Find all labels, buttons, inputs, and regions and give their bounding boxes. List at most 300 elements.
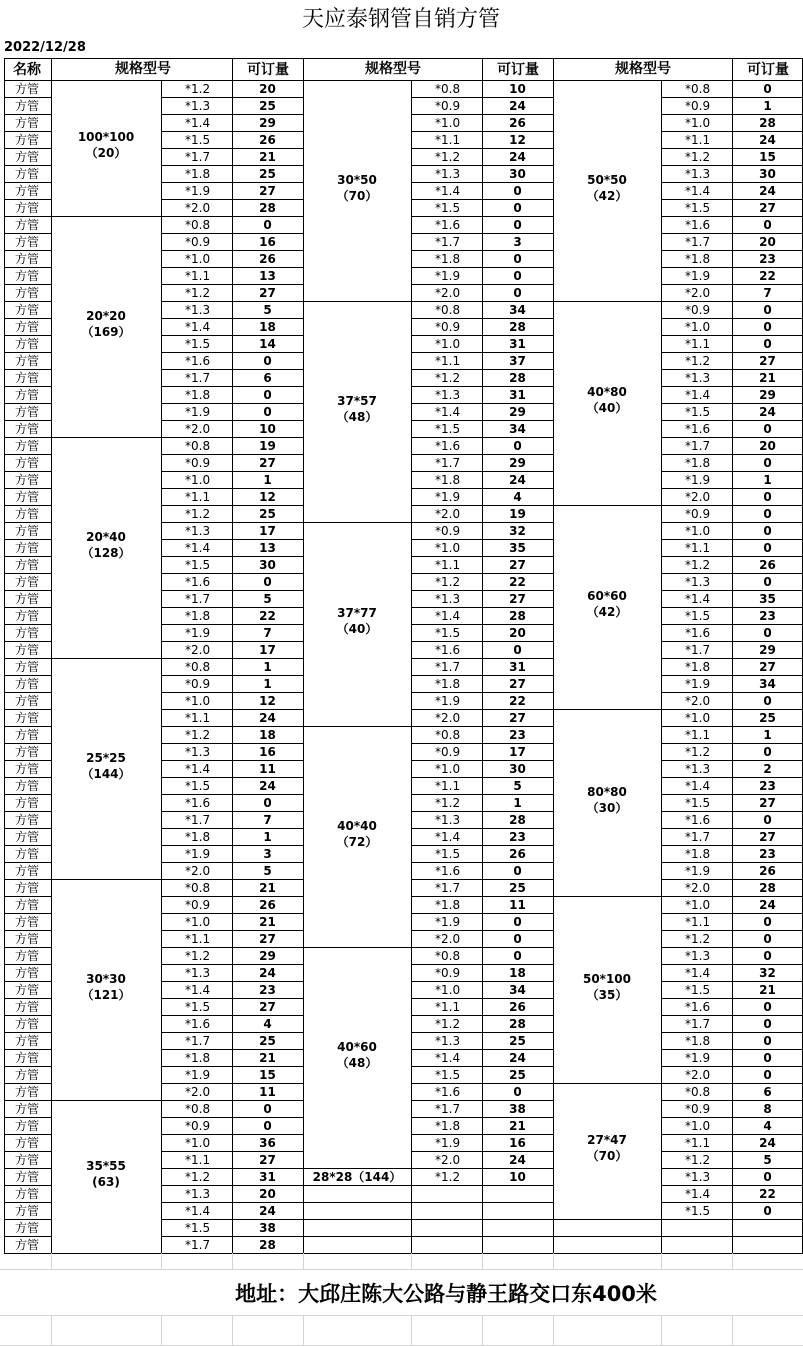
- grid-line: [161, 607, 303, 608]
- grid-line: [661, 301, 803, 302]
- grid-line: [411, 913, 553, 914]
- grid-line: [411, 794, 553, 795]
- quantity-cell: 23: [759, 847, 776, 861]
- thickness-cell: *1.7: [185, 592, 211, 606]
- quantity-cell: 13: [259, 541, 276, 555]
- thickness-cell: *1.8: [685, 456, 711, 470]
- quantity-cell: 20: [759, 235, 776, 249]
- quantity-cell: 29: [509, 456, 526, 470]
- grid-line: [661, 1015, 803, 1016]
- row-name-label: 方管: [14, 1051, 40, 1065]
- row-name-label: 方管: [14, 1034, 40, 1048]
- quantity-cell: 0: [263, 796, 272, 810]
- thickness-cell: *1.3: [435, 1034, 461, 1048]
- grid-line: [411, 386, 553, 387]
- grid-line: [4, 1219, 51, 1220]
- quantity-cell: 0: [763, 745, 772, 759]
- thickness-cell: *1.4: [685, 779, 711, 793]
- faint-grid-line: [482, 1316, 483, 1346]
- thickness-cell: *0.9: [685, 1102, 711, 1116]
- grid-line: [4, 862, 51, 863]
- thickness-cell: *1.4: [435, 609, 461, 623]
- quantity-cell: 30: [509, 762, 526, 776]
- grid-line: [661, 216, 803, 217]
- row-name-label: 方管: [14, 1119, 40, 1133]
- thickness-cell: *1.9: [435, 269, 461, 283]
- grid-line: [411, 148, 553, 149]
- quantity-cell: 22: [759, 1187, 776, 1201]
- thickness-cell: *1.5: [435, 626, 461, 640]
- quantity-cell: 29: [259, 949, 276, 963]
- thickness-cell: *2.0: [685, 694, 711, 708]
- grid-line: [161, 624, 303, 625]
- grid-line: [553, 301, 661, 302]
- quantity-cell: 32: [509, 524, 526, 538]
- thickness-cell: *1.1: [435, 779, 461, 793]
- grid-line: [4, 539, 51, 540]
- grid-line: [661, 80, 662, 1253]
- thickness-cell: *1.5: [185, 558, 211, 572]
- grid-line: [4, 250, 51, 251]
- spec-group-total: （48）: [336, 1055, 378, 1070]
- quantity-cell: 21: [759, 371, 776, 385]
- grid-line: [411, 199, 553, 200]
- grid-line: [553, 58, 554, 80]
- grid-line: [661, 896, 803, 897]
- grid-line: [661, 471, 803, 472]
- grid-line: [161, 148, 303, 149]
- grid-line: [161, 114, 303, 115]
- row-name-label: 方管: [14, 524, 40, 538]
- quantity-cell: 13: [259, 269, 276, 283]
- thickness-cell: *1.7: [685, 235, 711, 249]
- quantity-cell: 25: [259, 167, 276, 181]
- row-name-label: 方管: [14, 1085, 40, 1099]
- spec-group-label: 37*57: [337, 393, 377, 408]
- quantity-cell: 0: [763, 524, 772, 538]
- row-name-label: 方管: [14, 1153, 40, 1167]
- grid-line: [303, 1236, 553, 1237]
- thickness-cell: *1.1: [685, 915, 711, 929]
- thickness-cell: *2.0: [435, 711, 461, 725]
- grid-line: [661, 233, 803, 234]
- thickness-cell: *1.2: [685, 354, 711, 368]
- quantity-cell: 26: [509, 1000, 526, 1014]
- row-name-label: 方管: [14, 541, 40, 555]
- quantity-cell: 27: [759, 354, 776, 368]
- header-top-border: [4, 58, 803, 59]
- thickness-cell: *1.0: [185, 915, 211, 929]
- quantity-cell: 26: [509, 116, 526, 130]
- thickness-cell: *1.4: [435, 830, 461, 844]
- grid-line: [411, 828, 553, 829]
- row-name-label: 方管: [14, 235, 40, 249]
- spec-group-total: (63): [92, 1174, 120, 1189]
- quantity-cell: 0: [763, 1204, 772, 1218]
- quantity-cell: 6: [763, 1085, 772, 1099]
- grid-line: [4, 318, 51, 319]
- grid-line: [411, 301, 553, 302]
- thickness-cell: *1.9: [685, 864, 711, 878]
- row-name-label: 方管: [14, 711, 40, 725]
- quantity-cell: 26: [259, 252, 276, 266]
- quantity-cell: 17: [259, 524, 276, 538]
- grid-line: [4, 1032, 51, 1033]
- grid-line: [161, 420, 303, 421]
- row-name-label: 方管: [14, 1136, 40, 1150]
- quantity-cell: 18: [509, 966, 526, 980]
- quantity-cell: 23: [509, 728, 526, 742]
- grid-line: [661, 522, 803, 523]
- grid-line: [161, 794, 303, 795]
- thickness-cell: *1.3: [435, 388, 461, 402]
- quantity-cell: 22: [759, 269, 776, 283]
- thickness-cell: *1.5: [685, 405, 711, 419]
- quantity-cell: 8: [763, 1102, 772, 1116]
- thickness-cell: *2.0: [685, 1068, 711, 1082]
- quantity-cell: 0: [763, 1034, 772, 1048]
- thickness-cell: *1.2: [185, 1170, 211, 1184]
- grid-line: [161, 998, 303, 999]
- thickness-cell: *1.5: [435, 1068, 461, 1082]
- grid-line: [661, 1151, 803, 1152]
- thickness-cell: *1.1: [185, 932, 211, 946]
- grid-line: [661, 811, 803, 812]
- row-name-label: 方管: [14, 1102, 40, 1116]
- grid-line: [411, 420, 553, 421]
- quantity-cell: 27: [759, 660, 776, 674]
- grid-line: [411, 692, 553, 693]
- quantity-cell: 21: [759, 983, 776, 997]
- thickness-cell: *1.0: [685, 898, 711, 912]
- quantity-cell: 11: [509, 898, 526, 912]
- quantity-cell: 27: [259, 456, 276, 470]
- quantity-cell: 27: [259, 932, 276, 946]
- quantity-cell: 0: [263, 1102, 272, 1116]
- thickness-cell: *1.7: [185, 150, 211, 164]
- quantity-cell: 21: [259, 915, 276, 929]
- spec-group-label: 50*100: [582, 971, 632, 986]
- thickness-cell: *2.0: [435, 932, 461, 946]
- grid-line: [161, 556, 303, 557]
- grid-line: [161, 743, 303, 744]
- grid-line: [4, 1015, 51, 1016]
- grid-line: [661, 1117, 803, 1118]
- thickness-cell: *1.5: [435, 847, 461, 861]
- quantity-cell: 0: [513, 439, 522, 453]
- quantity-cell: 20: [259, 82, 276, 96]
- grid-line: [661, 488, 803, 489]
- quantity-cell: 20: [759, 439, 776, 453]
- quantity-cell: 34: [509, 303, 526, 317]
- thickness-cell: *1.8: [685, 252, 711, 266]
- quantity-cell: 27: [759, 830, 776, 844]
- grid-line: [661, 539, 803, 540]
- grid-line: [4, 165, 51, 166]
- quantity-cell: 24: [759, 133, 776, 147]
- thickness-cell: *1.2: [685, 150, 711, 164]
- quantity-cell: 0: [763, 575, 772, 589]
- thickness-cell: *1.3: [185, 745, 211, 759]
- thickness-cell: *1.8: [435, 252, 461, 266]
- spec-group-label: 50*50: [587, 172, 627, 187]
- thickness-cell: *1.9: [185, 184, 211, 198]
- grid-line: [161, 726, 303, 727]
- thickness-cell: *1.3: [435, 167, 461, 181]
- thickness-cell: *1.2: [685, 745, 711, 759]
- row-name-label: 方管: [14, 694, 40, 708]
- quantity-cell: 26: [509, 847, 526, 861]
- grid-line: [303, 726, 411, 727]
- thickness-cell: *1.4: [185, 116, 211, 130]
- quantity-cell: 24: [509, 1153, 526, 1167]
- quantity-cell: 24: [259, 779, 276, 793]
- quantity-cell: 24: [259, 711, 276, 725]
- thickness-cell: *0.8: [435, 728, 461, 742]
- quantity-cell: 0: [763, 932, 772, 946]
- grid-line: [4, 420, 51, 421]
- row-name-label: 方管: [14, 269, 40, 283]
- row-name-label: 方管: [14, 354, 40, 368]
- grid-line: [661, 182, 803, 183]
- quantity-cell: 26: [759, 864, 776, 878]
- quantity-cell: 29: [759, 388, 776, 402]
- spec-group-total: （42）: [586, 188, 628, 203]
- row-name-label: 方管: [14, 490, 40, 504]
- spec-group-label: 40*60: [337, 1039, 377, 1054]
- quantity-cell: 24: [509, 473, 526, 487]
- thickness-cell: *2.0: [185, 422, 211, 436]
- grid-line: [4, 879, 51, 880]
- thickness-cell: *1.8: [435, 898, 461, 912]
- thickness-cell: *1.4: [185, 762, 211, 776]
- grid-line: [661, 913, 803, 914]
- grid-line: [4, 930, 51, 931]
- quantity-cell: 0: [263, 218, 272, 232]
- row-name-label: 方管: [14, 660, 40, 674]
- grid-line: [411, 114, 553, 115]
- quantity-cell: 16: [259, 235, 276, 249]
- grid-line: [4, 284, 51, 285]
- quantity-cell: 4: [763, 1119, 772, 1133]
- quantity-cell: 0: [763, 490, 772, 504]
- spec-group-label: 60*60: [587, 589, 627, 603]
- spec-group-total: （40）: [586, 401, 628, 415]
- row-name-label: 方管: [14, 473, 40, 487]
- grid-line: [4, 1236, 51, 1237]
- grid-line: [303, 1202, 553, 1203]
- grid-line: [161, 692, 303, 693]
- spec-group-total: （144）: [81, 766, 131, 781]
- quantity-cell: 24: [509, 150, 526, 164]
- grid-line: [161, 981, 303, 982]
- grid-line: [4, 216, 51, 217]
- grid-line: [161, 267, 303, 268]
- grid-line: [661, 318, 803, 319]
- grid-line: [51, 437, 161, 438]
- grid-line: [4, 522, 51, 523]
- grid-line: [4, 1168, 51, 1169]
- thickness-cell: *1.1: [685, 133, 711, 147]
- quantity-cell: 0: [513, 269, 522, 283]
- grid-line: [411, 811, 553, 812]
- address-footer: 地址：大邱庄陈大公路与静王路交口东400米: [235, 1282, 657, 1306]
- spec-group-label: 40*40: [337, 818, 377, 833]
- thickness-cell: *1.8: [185, 1051, 211, 1065]
- grid-line: [4, 97, 51, 98]
- quantity-cell: 31: [509, 337, 526, 351]
- spec-group-label: 27*47: [587, 1133, 627, 1147]
- thickness-cell: *1.5: [435, 422, 461, 436]
- grid-line: [4, 1049, 51, 1050]
- thickness-cell: *1.4: [685, 1187, 711, 1201]
- grid-line: [411, 437, 553, 438]
- quantity-cell: 0: [763, 626, 772, 640]
- thickness-cell: *1.6: [685, 813, 711, 827]
- grid-line: [553, 709, 661, 710]
- quantity-cell: 1: [763, 728, 772, 742]
- grid-line: [4, 811, 51, 812]
- quantity-cell: 0: [513, 286, 522, 300]
- thickness-cell: *1.5: [685, 1204, 711, 1218]
- quantity-cell: 38: [259, 1221, 276, 1235]
- grid-line: [303, 947, 411, 948]
- quantity-cell: 1: [263, 677, 272, 691]
- grid-line: [411, 1066, 553, 1067]
- thickness-cell: *1.3: [185, 99, 211, 113]
- faint-grid-line: [411, 1253, 412, 1270]
- row-name-label: 方管: [14, 813, 40, 827]
- row-name-label: 方管: [14, 422, 40, 436]
- spec-group-total: （20）: [85, 146, 127, 160]
- quantity-cell: 17: [509, 745, 526, 759]
- grid-line: [411, 267, 553, 268]
- grid-line: [161, 182, 303, 183]
- grid-line: [661, 437, 803, 438]
- grid-line: [411, 403, 553, 404]
- grid-line: [4, 488, 51, 489]
- grid-line: [661, 148, 803, 149]
- quantity-cell: 25: [509, 1068, 526, 1082]
- grid-line: [411, 964, 553, 965]
- thickness-cell: *1.8: [435, 473, 461, 487]
- quantity-cell: 0: [763, 82, 772, 96]
- grid-line: [4, 114, 51, 115]
- quantity-cell: 37: [509, 354, 526, 368]
- quantity-cell: 10: [509, 1170, 526, 1184]
- row-name-label: 方管: [14, 830, 40, 844]
- grid-line: [661, 454, 803, 455]
- quantity-cell: 0: [763, 915, 772, 929]
- row-name-label: 方管: [14, 1204, 40, 1218]
- quantity-cell: 10: [259, 422, 276, 436]
- grid-line: [4, 1117, 51, 1118]
- row-name-label: 方管: [14, 864, 40, 878]
- quantity-cell: 30: [509, 167, 526, 181]
- grid-line: [161, 1117, 303, 1118]
- thickness-cell: *1.6: [685, 422, 711, 436]
- quantity-cell: 23: [259, 983, 276, 997]
- quantity-cell: 4: [513, 490, 522, 504]
- thickness-cell: *1.5: [185, 337, 211, 351]
- thickness-cell: *1.4: [435, 1051, 461, 1065]
- grid-line: [553, 1083, 661, 1084]
- row-name-label: 方管: [14, 847, 40, 861]
- grid-line: [161, 760, 303, 761]
- grid-line: [4, 301, 51, 302]
- quantity-cell: 3: [513, 235, 522, 249]
- thickness-cell: *2.0: [685, 881, 711, 895]
- grid-line: [411, 641, 553, 642]
- grid-line: [161, 658, 303, 659]
- quantity-cell: 24: [759, 405, 776, 419]
- quantity-cell: 34: [759, 677, 776, 691]
- grid-line: [4, 233, 51, 234]
- page-title: 天应泰钢管自销方管: [301, 7, 501, 32]
- quantity-cell: 23: [509, 830, 526, 844]
- quantity-cell: 25: [259, 1034, 276, 1048]
- grid-line: [4, 1100, 51, 1101]
- date-label: 2022/12/28: [4, 40, 86, 55]
- grid-line: [411, 607, 553, 608]
- quantity-cell: 0: [763, 456, 772, 470]
- quantity-cell: 38: [509, 1102, 526, 1116]
- grid-line: [303, 1168, 411, 1169]
- thickness-cell: *1.6: [435, 1085, 461, 1099]
- quantity-cell: 20: [509, 626, 526, 640]
- thickness-cell: *0.9: [185, 677, 211, 691]
- grid-line: [161, 828, 303, 829]
- thickness-cell: *0.8: [685, 82, 711, 96]
- thickness-cell: *1.6: [435, 643, 461, 657]
- quantity-cell: 36: [259, 1136, 276, 1150]
- grid-line: [661, 726, 803, 727]
- quantity-cell: 5: [513, 779, 522, 793]
- grid-line: [553, 896, 661, 897]
- quantity-cell: 29: [509, 405, 526, 419]
- quantity-cell: 28: [259, 201, 276, 215]
- grid-line: [4, 845, 51, 846]
- thickness-cell: *1.6: [435, 439, 461, 453]
- header-spec-1: 规格型号: [115, 61, 171, 77]
- quantity-cell: 0: [763, 949, 772, 963]
- thickness-cell: *1.0: [435, 983, 461, 997]
- grid-line: [661, 199, 803, 200]
- row-name-label: 方管: [14, 609, 40, 623]
- faint-grid-line: [661, 1253, 662, 1270]
- thickness-cell: *1.4: [185, 320, 211, 334]
- quantity-cell: 34: [509, 983, 526, 997]
- grid-line: [661, 97, 803, 98]
- thickness-cell: *1.7: [185, 371, 211, 385]
- grid-line: [661, 641, 803, 642]
- quantity-cell: 24: [759, 898, 776, 912]
- spec-group-total: （70）: [336, 188, 378, 203]
- thickness-cell: *1.7: [435, 235, 461, 249]
- faint-grid-line: [732, 1253, 733, 1270]
- quantity-cell: 27: [759, 201, 776, 215]
- grid-line: [482, 80, 483, 1253]
- row-name-label: 方管: [14, 184, 40, 198]
- quantity-cell: 0: [263, 1119, 272, 1133]
- thickness-cell: *0.8: [435, 303, 461, 317]
- thickness-cell: *1.8: [685, 1034, 711, 1048]
- thickness-cell: *2.0: [185, 864, 211, 878]
- thickness-cell: *2.0: [435, 286, 461, 300]
- grid-line: [161, 777, 303, 778]
- row-name-label: 方管: [14, 643, 40, 657]
- grid-line: [661, 709, 803, 710]
